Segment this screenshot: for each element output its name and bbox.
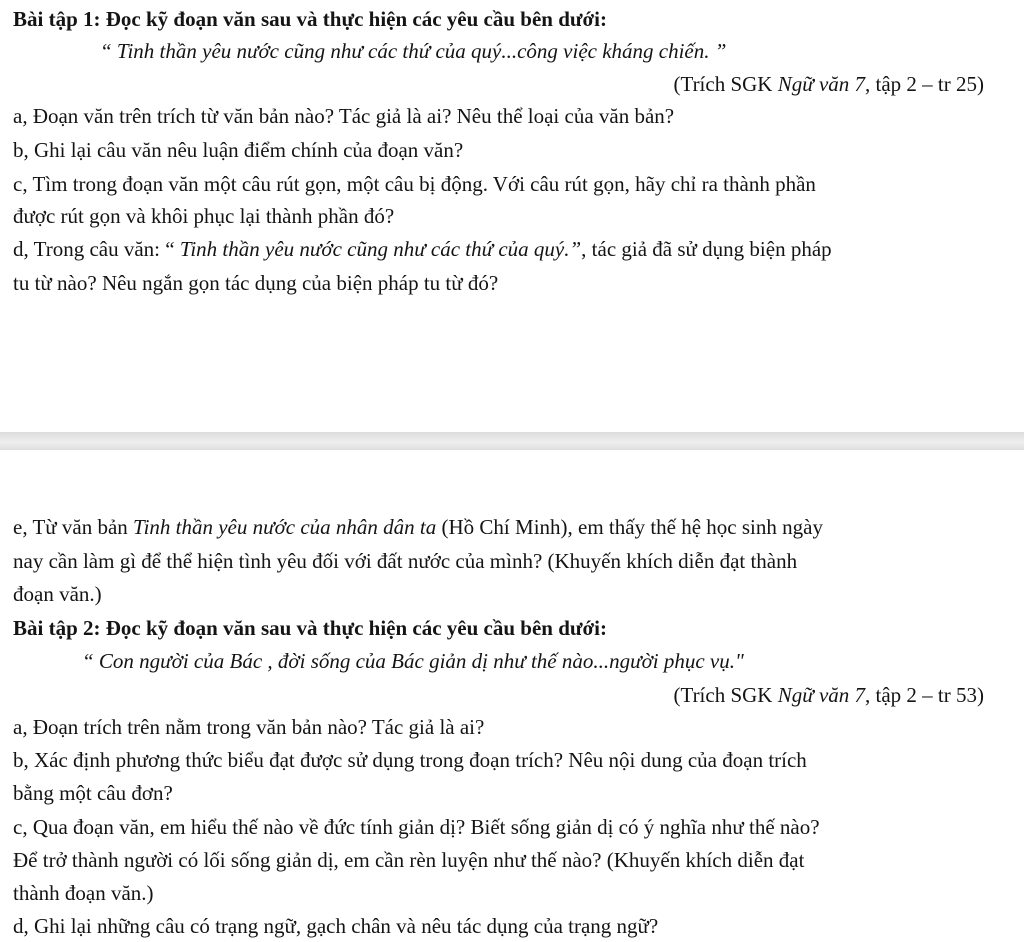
question-d-quote: Tinh thần yêu nước cũng như các thứ của quý.”: [179, 237, 582, 261]
source-prefix: (Trích SGK: [673, 683, 778, 707]
source-prefix: (Trích SGK: [673, 72, 778, 96]
exercise-2-question-b-line-2: bằng một câu đơn?: [13, 781, 173, 805]
exercise-2-question-c-line-2: Để trở thành người có lối sống giản dị, em cần rèn luyện như thế nào? (Khuyến khích diễn đạt: [13, 848, 805, 872]
exercise-2-question-d: d, Ghi lại những câu có trạng ngữ, gạch chân và nêu tác dụng của trạng ngữ?: [13, 914, 659, 938]
exercise-1-question-d-line-2: tu từ nào? Nêu ngắn gọn tác dụng của biện pháp tu từ đó?: [13, 271, 499, 295]
exercise-1-question-e-line-2: nay cần làm gì để thể hiện tình yêu đối với đất nước của mình? (Khuyến khích diễn đạt thành: [13, 549, 798, 573]
exercise-1-question-c-line-2: được rút gọn và khôi phục lại thành phần đó?: [13, 204, 395, 228]
exercise-2-question-a: a, Đoạn trích trên nằm trong văn bản nào? Tác giả là ai?: [13, 715, 485, 739]
exercise-1-question-d-line-1: [13, 236, 832, 262]
page-divider: [0, 432, 1024, 450]
exercise-2-title: Bài tập 2: Đọc kỹ đoạn văn sau và thực hiện các yêu cầu bên dưới:: [13, 616, 607, 640]
exercise-2-question-c-line-1: c, Qua đoạn văn, em hiểu thế nào về đức tính giản dị? Biết sống giản dị có ý nghĩa như thế nào?: [13, 815, 820, 839]
question-e-prefix: e, Từ văn bản: [13, 515, 134, 539]
question-e-suffix: (Hồ Chí Minh), em thấy thế hệ học sinh ngày: [436, 515, 823, 539]
exercise-1-quote: “ Tinh thần yêu nước cũng như các thứ của quý...công việc kháng chiến. ”: [100, 39, 727, 63]
exercise-2-source: [673, 682, 984, 708]
source-book: Ngữ văn 7: [777, 72, 866, 96]
exercise-1-question-b: b, Ghi lại câu văn nêu luận điểm chính của đoạn văn?: [13, 138, 464, 162]
question-d-suffix: , tác giả đã sử dụng biện pháp: [581, 237, 832, 261]
page-one: [0, 0, 1024, 432]
exercise-1-source: [673, 71, 984, 97]
exercise-1-question-e-line-3: đoạn văn.): [13, 582, 102, 606]
question-d-prefix: d, Trong câu văn: “: [13, 237, 180, 261]
page-two: [0, 450, 1024, 942]
exercise-1-question-c-line-1: c, Tìm trong đoạn văn một câu rút gọn, một câu bị động. Với câu rút gọn, hãy chỉ ra thành phần: [13, 172, 816, 196]
exercise-1-question-a: a, Đoạn văn trên trích từ văn bản nào? Tác giả là ai? Nêu thể loại của văn bản?: [13, 104, 675, 128]
exercise-2-question-c-line-3: thành đoạn văn.): [13, 881, 154, 905]
source-suffix: , tập 2 – tr 53): [865, 683, 984, 707]
exercise-1-title: Bài tập 1: Đọc kỹ đoạn văn sau và thực hiện các yêu cầu bên dưới:: [13, 7, 607, 31]
exercise-1-question-e-line-1: [13, 514, 823, 540]
exercise-2-quote: “ Con người của Bác , đời sống của Bác giản dị như thế nào...người phục vụ.": [82, 649, 744, 673]
source-book: Ngữ văn 7: [777, 683, 866, 707]
source-suffix: , tập 2 – tr 25): [865, 72, 984, 96]
exercise-2-question-b-line-1: b, Xác định phương thức biểu đạt được sử dụng trong đoạn trích? Nêu nội dung của đoạn trích: [13, 748, 807, 772]
question-e-title: Tinh thần yêu nước của nhân dân ta: [133, 515, 437, 539]
